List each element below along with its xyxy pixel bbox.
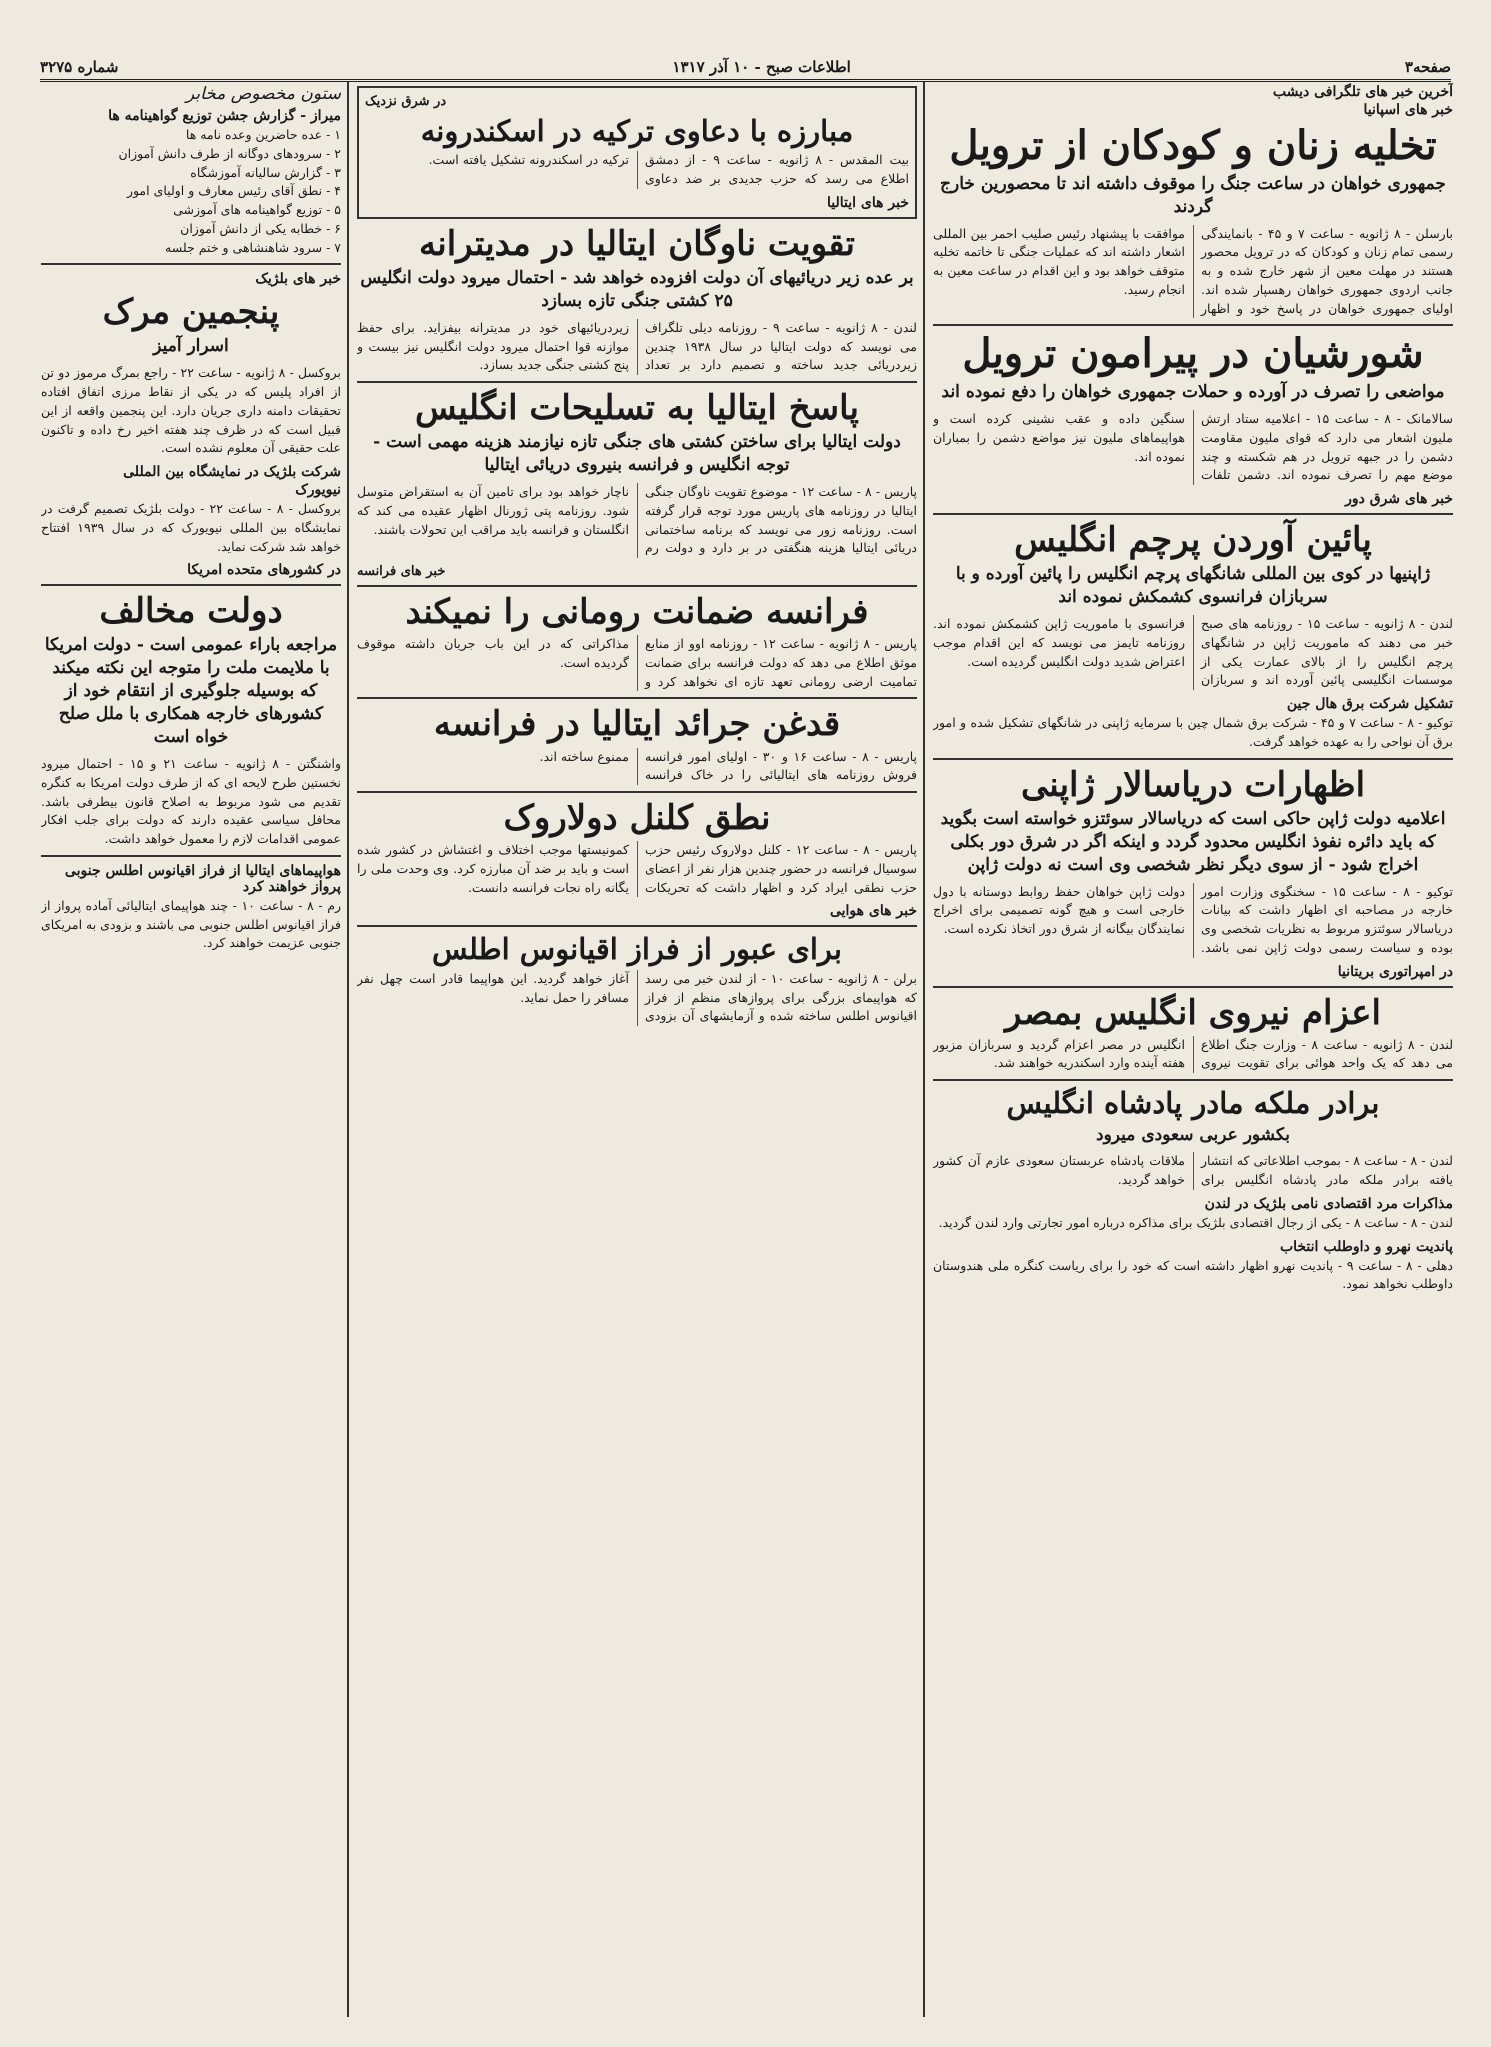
article-body: لندن - ۸ ژانویه - ساعت ۹ - روزنامه دیلی تلگراف می نویسد که دولت ایتالیا در سال ۱۹۳۸ چندین زیردریائی جدید ساخته و تصمیم دارد بر تعداد زیردریائیهای خود در مدیترانه بیفزاید. برای حفظ موازنه قوا احتمال میرود دولت انگلیس نیز بیست و پنج کشتی جنگی جدید بسازد.: [357, 319, 917, 373]
page-number: صفحه۳: [1404, 58, 1451, 76]
section-tag: خبر های فرانسه: [357, 564, 446, 580]
article-kicker: پاندیت نهرو و داوطلب انتخاب: [1279, 1238, 1453, 1255]
subheadline: جمهوری خواهان در ساعت جنگ را موقوف داشته اند تا محصورین خارج گردند: [940, 173, 1446, 217]
subheadline: ژاپنیها در کوی بین المللی شانگهای پرچم انگلیس را پائین آورده و با سربازان فرانسوی کشمکش نموده اند: [955, 564, 1431, 608]
flash-news-heading: آخرین خبر های تلگرافی دیشب: [1272, 84, 1453, 100]
article-body: بروکسل - ۸ ژانویه - ساعت ۲۲ - راجع بمرگ مرموز دو تن از افراد پلیس که در یکی از نقاط مرزی اتفاق افتاده تحقیقات دامنه داری جریان دارد. این پنجمین واقعه از این قبیل است که در ظرف چند هفته اخیر رخ داده و تاکنون علت حقیقی آن معلوم نشده است.: [41, 365, 341, 456]
headline: پائین آوردن پرچم انگلیس: [1014, 520, 1372, 561]
divider: [933, 324, 1453, 326]
article-body: بیت المقدس - ۸ ژانویه - ساعت ۹ - از دمشق اطلاع می رسد که حزب جدیدی بر ضد دعاوی ترکیه در اسکندرونه تشکیل یافته است.: [428, 152, 909, 187]
left-column: [41, 82, 341, 2019]
lead-box: [357, 86, 917, 219]
column-rule: [923, 82, 925, 2017]
subheadline: بکشور عربی سعودی میرود: [1096, 1124, 1290, 1145]
divider: [933, 986, 1453, 988]
article-kicker: شرکت بلژیک در نمایشگاه بین المللی: [123, 464, 341, 481]
article-body: بروکسل - ۸ - ساعت ۲۲ - دولت بلژیک تصمیم گرفت در نمایشگاه بین المللی نیویورک که در سال ۱۹۳۹ افتتاح خواهد شد شرکت نماید.: [41, 501, 341, 554]
headline: هواپیماهای ایتالیا از فراز اقیانوس اطلس جنوبی پرواز خواهند کرد: [64, 862, 341, 895]
divider: [933, 1079, 1453, 1081]
middle-column: [357, 82, 917, 2019]
article-body: لندن - ۸ - ساعت ۸ - بموجب اطلاعاتی که انتشار یافته برادر ملکه مادر پادشاه انگلیس برای ملاقات پادشاه عربستان سعودی عازم آن کشور خواهد گردید.: [933, 1153, 1453, 1188]
article-body: پاریس - ۸ ژانویه - ساعت ۱۲ - روزنامه اوو از منابع موثق اطلاع می دهد که دولت فرانسه برای ضمانت تمامیت ارضی رومانی تعهد تازه ای نخواهد کرد و مذاکراتی که در این باب جریان داشته موقوف گردیده است.: [357, 636, 917, 689]
section-tag: خبر های شرق دور: [1345, 491, 1453, 508]
headline: برادر ملکه مادر پادشاه انگلیس: [1006, 1086, 1380, 1121]
subheadline: اسرار آمیز: [153, 336, 229, 357]
article-body: توکیو - ۸ - ساعت ۷ و ۴۵ - شرکت برق شمال چین با سرمایه ژاپنی در شانگهای تشکیل شده و امور برق آن نواحی را به عهده خواهد گرفت.: [933, 715, 1453, 749]
section-tag: در امپراتوری بریتانیا: [1337, 963, 1453, 980]
issue-number: شماره ۳۲۷۵: [40, 58, 119, 76]
column-heading: ستون مخصوص مخابر: [186, 84, 341, 104]
divider: [41, 855, 341, 857]
article-body: توکیو - ۸ - ساعت ۱۵ - سخنگوی وزارت امور خارجه در مصاحبه ای اظهار داشت که بیانات دریاسالار سوئتزو مربوط به نظریات شخصی وی بوده و سیاست رسمی دولت ژاپن نمی باشد. دولت ژاپن خواهان حفظ روابط دوستانه با دول خارجی است و هیچ گونه تصمیمی برای اخراج نمایندگان بیگانه از شرق دور اتخاذ نکرده است.: [933, 883, 1453, 955]
article-body: پاریس - ۸ - ساعت ۱۲ - کلنل دولاروک رئیس حزب سوسیال فرانسه در حضور چندین هزار نفر از اعضای حزب نطقی ایراد کرد و اظهار داشت که تحریکات کمونیستها موجب اختلاف و اغتشاش در کشور شده است و باید بر ضد آن مبارزه کرد. وی وحدت ملی را یگانه راه نجات فرانسه دانست.: [357, 842, 917, 895]
article-body: لندن - ۸ ژانویه - ساعت ۸ - وزارت جنگ اطلاع می دهد که یک واحد هوائی برای تقویت نیروی انگلیس در مصر اعزام گردید و سربازان مزبور هفته آینده وارد اسکندریه خواهند شد.: [933, 1036, 1453, 1071]
list-title: میراز - گزارش جشن توزیع گواهینامه ها: [108, 108, 341, 124]
headline: شورشیان در پیرامون ترویل: [962, 330, 1424, 378]
subheadline: مراجعه باراء عمومی است - دولت امریکا با ملایمت ملت را متوجه این نکته میکند که بوسیله جلوگیری از انتقام خود از کشورهای خارجه همکاری با ملل صلح خواه است: [44, 635, 338, 748]
program-list: [41, 126, 341, 257]
divider: [933, 513, 1453, 515]
list-item: ۶ - خطابه یکی از دانش آموزان: [180, 220, 341, 236]
headline: تقویت ناوگان ایتالیا در مدیترانه: [419, 223, 855, 264]
headline: فرانسه ضمانت رومانی را نمیکند: [405, 592, 869, 633]
article-body: سالامانک - ۸ - ساعت ۱۵ - اعلامیه ستاد ارتش ملیون اشعار می دارد که قوای ملیون مقاومت دشمن را در جبهه ترویل در هم شکسته و چند موضع مهم را تصرف نموده اند. دشمن تلفات سنگین داده و عقب نشینی کرده است و هواپیماهای ملیون نیز مواضع دشمن را بمباران نموده اند.: [933, 411, 1453, 483]
article-body: واشنگتن - ۸ ژانویه - ساعت ۲۱ و ۱۵ - احتمال میرود نخستین طرح لایحه ای که از طرف دولت امریکا به کنگره تقدیم می شود مربوط به اصلاح قانون بیطرفی باشد. محافل سیاسی عقیده دارند که دولت برای جلب افکار عمومی اقدامات لازم را معمول خواهد داشت.: [41, 756, 341, 847]
section-tag: خبر های اسپانیا: [1363, 102, 1453, 118]
subheadline: مواضعی را تصرف در آورده و حملات جمهوری خواهان را دفع نموده اند: [941, 382, 1445, 403]
article-body: دهلی - ۸ - ساعت ۹ - پاندیت نهرو اظهار داشته است که خود را برای ریاست کنگره ملی هندوستان داوطلب نخواهد نمود.: [933, 1257, 1453, 1292]
article-body: رم - ۸ - ساعت ۱۰ - چند هواپیمای ایتالیائی آماده پرواز از فراز اقیانوس اطلس جنوبی می باشند و بزودی به امریکای جنوبی عزیمت خواهند کرد.: [41, 897, 341, 951]
headline: پنجمین مرک: [102, 292, 280, 333]
column-rule: [347, 82, 349, 2017]
list-item: ۳ - گزارش سالیانه آموزشگاه: [190, 164, 341, 180]
divider: [357, 381, 917, 383]
list-item: ۱ - عده حاضرین وعده نامه ها: [185, 127, 341, 142]
headline: نطق کلنل دولاروک: [503, 798, 771, 839]
section-tag: در کشورهای متحده امریکا: [187, 562, 341, 579]
article-kicker: نیویورک: [295, 482, 341, 499]
list-item: ۲ - سرودهای دوگانه از طرف دانش آموزان: [118, 145, 341, 161]
article-body: پاریس - ۸ - ساعت ۱۲ - موضوع تقویت ناوگان جنگی ایتالیا در روزنامه های پاریس مورد توجه قرار گرفته است. روزنامه زور می نویسد که برنامه ساختمانی دریائی ایتالیا هزینه هنگفتی در بر دارد و دولت رم ناچار خواهد بود برای تامین آن به استقراض متوسل شود. روزنامه پتی ژورنال اظهار عقیده می کند که انگلستان و فرانسه باید مراقب این تحولات باشند.: [357, 484, 917, 556]
divider: [41, 584, 341, 586]
headline: اظهارات دریاسالار ژاپنی: [1020, 764, 1366, 805]
divider: [357, 585, 917, 587]
article-body: بارسلن - ۸ ژانویه - ساعت ۷ و ۴۵ - بانمایندگی رسمی تمام زنان و کودکان که در ترویل محصور هستند در مهلت معین از شهر خارج شده و به جانب اردوی جمهوری خواهان رهسپار شده اند. اولیای جمهوری خواهان در پاسخ خود و اظهار موافقت با پیشنهاد رئیس صلیب احمر بین المللی اشعار داشته اند که عملیات جنگی تا خاتمه تخلیه متوقف خواهد بود و این اقدام در ساعت معین به انجام رسید.: [933, 225, 1453, 316]
article-body: برلن - ۸ ژانویه - ساعت ۱۰ - از لندن خبر می رسد که هواپیمای بزرگی برای پروازهای منظم از فراز اقیانوس اطلس ساخته شده و آزمایشهای آن بزودی آغاز خواهد گردید. این هواپیما قادر است چهل نفر مسافر را حمل نماید.: [357, 970, 917, 1024]
right-column: [933, 82, 1453, 2019]
divider: [357, 697, 917, 699]
headline: برای عبور از فراز اقیانوس اطلس: [431, 932, 842, 967]
subheadline: دولت ایتالیا برای ساختن کشتی های جنگی تازه نیازمند هزینه مهمی است - توجه انگلیس و فرانسه بنیروی دریائی ایتالیا: [373, 432, 901, 476]
headline: پاسخ ایتالیا به تسلیحات انگلیس: [415, 388, 859, 429]
list-item: ۷ - سرود شاهنشاهی و ختم جلسه: [165, 239, 341, 255]
subheadline: بر عده زیر دریائیهای آن دولت افزوده خواهد شد - احتمال میرود دولت انگلیس ۲۵ کشتی جنگی تازه بسازد: [360, 268, 914, 311]
divider: [933, 758, 1453, 760]
article-body: لندن - ۸ ژانویه - ساعت ۱۵ - روزنامه های صبح خبر می دهند که ماموریت ژاپن در شانگهای پرچم انگلیس را از بالای عمارت یکی از موسسات انگلیسی پائین آورده اند و سربازان فرانسوی با ماموریت ژاپن کشمکش نموده اند. روزنامه تایمز می نویسد که این اقدام موجب اعتراض شدید دولت انگلیس گردیده است.: [933, 616, 1453, 688]
article-kicker: تشکیل شرکت برق هال جین: [1286, 696, 1453, 713]
divider: [357, 791, 917, 793]
section-tag: خبر های هوایی: [829, 903, 917, 920]
headline: اعزام نیروی انگلیس بمصر: [1005, 992, 1381, 1033]
headline: قدغن جرائد ایتالیا در فرانسه: [433, 704, 841, 745]
list-item: ۴ - نطق آقای رئیس معارف و اولیای امور: [126, 183, 341, 199]
divider: [41, 263, 341, 265]
section-tag: خبر های ایتالیا: [827, 194, 909, 211]
subheadline: اعلامیه دولت ژاپن حاکی است که دریاسالار سوئتزو خواسته است بگوید که باید دائره نفوذ انگلیس محدود گردد و اینکه اگر در شرق دور بکلی اخراج شود - از سوی دیگر نظر شخصی وی است نه دولت ژاپن: [940, 808, 1446, 875]
masthead-date: اطلاعات صبح - ۱۰ آذر ۱۳۱۷: [672, 58, 851, 76]
list-item: ۵ - توزیع گواهینامه های آموزشی: [173, 202, 341, 217]
headline: مبارزه با دعاوی ترکیه در اسکندرونه: [420, 114, 854, 148]
masthead: [40, 50, 1451, 82]
headline: تخلیه زنان و کودکان از ترویل: [949, 122, 1437, 169]
divider: [357, 925, 917, 927]
section-tag: در شرق نزدیک: [365, 94, 447, 109]
article-kicker: مذاکرات مرد اقتصادی نامی بلژیک در لندن: [1204, 1195, 1453, 1212]
article-body: لندن - ۸ - ساعت ۸ - یکی از رجال اقتصادی بلژیک برای مذاکره درباره امور تجارتی وارد لندن گردید.: [938, 1214, 1453, 1230]
headline: دولت مخالف: [99, 591, 283, 632]
article-body: پاریس - ۸ - ساعت ۱۶ و ۳۰ - اولیای امور فرانسه فروش روزنامه های ایتالیائی را در خاک فرانسه ممنوع ساخته اند.: [539, 748, 917, 783]
section-tag: خبر های بلژیک: [255, 271, 341, 288]
